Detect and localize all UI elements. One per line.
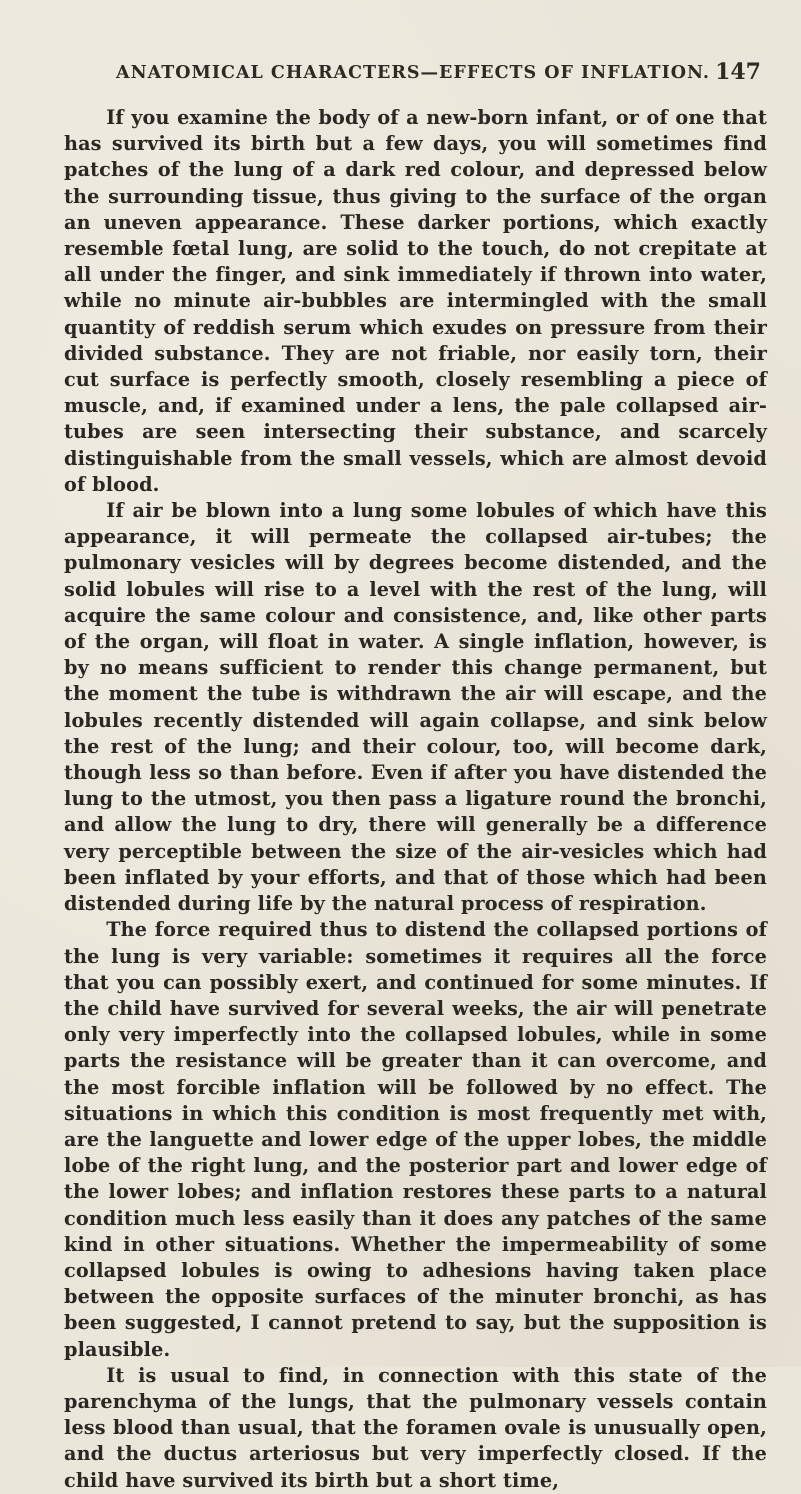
running-title: ANATOMICAL CHARACTERS—EFFECTS OF INFLATION. [116, 63, 710, 83]
paragraph-4: It is usual to find, in connection with this state of the parenchyma of the lungs, that the pulmonary vessels contain less blood than usual, that the foramen ovale is unusually open, and the ductus arteriosus but very imperfectly closed. If the child have survived its birth but a short time, [64, 1363, 767, 1492]
paragraph-1: If you examine the body of a new-born infant, or of one that has survived its birth but a few days, you will sometimes find patches of the lung of a dark red colour, and depressed below the surrounding tissue, thus giving to the surface of the organ an uneven appearance. These darker portions, which exactly resemble fœtal lung, are solid to the touch, do not crepitate at all under the finger, and sink immediately if thrown into water, while no minute air-bubbles are intermingled with the small quantity of reddish serum which exudes on pressure from their divided substance. They are not friable, nor easily torn, their cut surface is perfectly smooth, closely resembling a piece of muscle, and, if examined under a lens, the pale collapsed air-tubes are seen intersecting their substance, and scarcely distinguishable from the small vessels, which are almost devoid of blood. [64, 106, 767, 496]
paragraph-3: The force required thus to distend the collapsed portions of the lung is very variable: sometimes it requires all the force that you can possibly exert, and continued for some minutes. If the child have survived for several weeks, the air will penetrate only very imperfectly into the collapsed lobules, while in some parts the resistance will be greater than it can overcome, and the most forcible inflation will be followed by no effect. The situations in which this condition is most frequently met with, are the languette and lower edge of the upper lobes, the middle lobe of the right lung, and the posterior part and lower edge of the lower lobes; and inflation restores these parts to a natural condition much less easily than it does any patches of the same kind in other situations. Whether the impermeability of some collapsed lobules is owing to adhesions having taken place between the opposite surfaces of the minuter bronchi, as has been suggested, I cannot pretend to say, but the supposition is plausible. [64, 918, 767, 1361]
paragraph-2: If air be blown into a lung some lobules of which have this appearance, it will permeate the collapsed air-tubes; the pulmonary vesicles will by degrees become distended, and the solid lobules will rise to a level with the rest of the lung, will acquire the same colour and consistence, and, like other parts of the organ, will float in water. A single inflation, however, is by no means sufficient to render this change permanent, but the moment the tube is withdrawn the air will escape, and the lobules recently distended will again collapse, and sink below the rest of the lung; and their colour, too, will become dark, though less so than before. Even if after you have distended the lung to the utmost, you then pass a ligature round the bronchi, and allow the lung to dry, there will generally be a difference very perceptible between the size of the air-vesicles which had been inflated by your efforts, and that of those which had been distended during life by the natural process of respiration. [64, 499, 767, 916]
page-number: 147 [715, 59, 761, 85]
body-text [64, 105, 767, 1494]
running-head [64, 57, 767, 85]
